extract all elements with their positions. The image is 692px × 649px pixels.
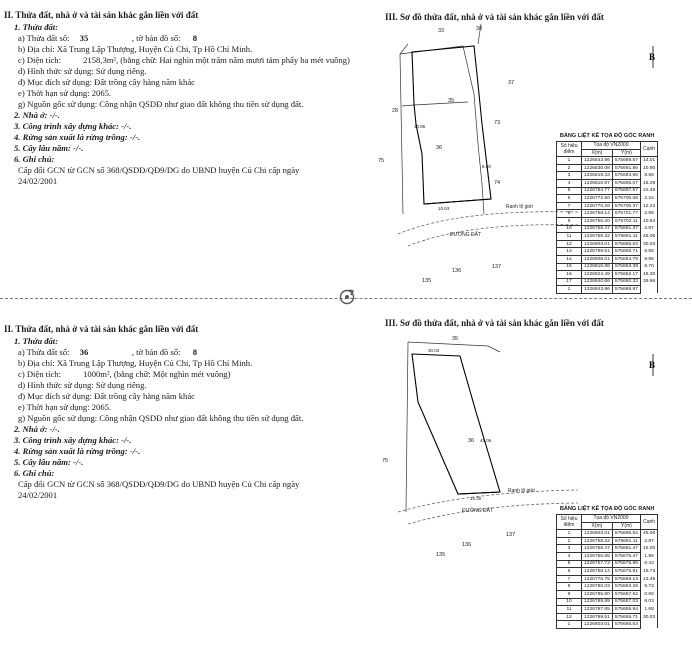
area-line [4,55,376,66]
parcel-label: 28 [392,108,399,114]
parcel-map-svg [378,24,578,294]
edge-cell: 10.90 [640,164,657,172]
table-row [557,255,658,263]
road-name: ĐƯỜNG ĐẤT [462,508,494,514]
table-row [557,164,658,172]
parcel-label-main: 36 [468,438,475,444]
neighbor-boundary [402,102,468,106]
table-row [557,598,658,606]
point-cell: 1 [557,621,582,629]
point-cell: 3 [557,545,582,553]
y-cell: 575697.57 [612,187,640,195]
edge-length: 8.58 [482,164,491,169]
point-cell: 1 [557,530,582,538]
parcel-diagram [378,24,578,294]
table-row [557,179,658,187]
col-y: Y(m) [612,149,640,157]
table-row [557,217,658,225]
point-cell: 10 [557,598,582,606]
x-cell: 1226789.89 [582,598,613,606]
usage-purpose-line: đ) Mục đích sử dụng: Đất trồng cây hàng năm khác [18,77,195,87]
parcel-36-outline [412,354,500,494]
table-body [557,530,658,629]
construction-line: 3. Công trình xây dựng khác: -/-. [14,121,132,131]
y-cell: 575669.13 [612,575,640,583]
usage-term-line: e) Thời hạn sử dụng: 2065. [18,402,112,412]
neighbor-boundary [406,342,408,512]
x-cell: 1226799.51 [582,248,613,256]
x-cell: 1226815.88 [582,263,613,271]
point-cell: 15 [557,263,582,271]
table-body [557,157,658,294]
point-cell: 6 [557,195,582,203]
plot-number-label: a) Thửa đất số: [18,33,70,43]
point-cell: 1 [557,157,582,165]
table-row [557,248,658,256]
parcel-label: 73 [494,120,501,126]
area-line [4,369,376,380]
x-cell: 1226757.73 [582,560,613,568]
certificate-page-parcel-35 [0,0,692,295]
parcel-label: 135 [422,278,432,284]
parcel-label: 37 [508,80,515,86]
diagram-title: III. Sơ đồ thửa đất, nhà ở và tài sản khác gắn liền với đất [385,12,604,22]
table-caption: BẢNG LIỆT KÊ TỌA ĐỘ GÓC RANH [559,506,655,512]
table-row [557,233,658,241]
edge-cell: 1.95 [640,552,657,560]
edge-cell: 0.60 [640,590,657,598]
y-cell: 575691.11 [612,537,640,545]
table-row [557,195,658,203]
point-cell: 4 [557,552,582,560]
y-cell: 575691.86 [612,164,640,172]
parcel-label: 74 [494,180,501,186]
edge-cell: 8.58 [640,172,657,180]
plot-number-line [4,347,376,358]
y-cell: 575655.94 [612,606,640,614]
table-row [557,530,658,538]
edge-cell: 13.46 [640,575,657,583]
col-coord: Tọa độ VN2000 [582,515,641,523]
edge-cell: 2.87 [640,537,657,545]
edge-cell: 1.68 [640,606,657,614]
table-row [557,187,658,195]
point-cell: 16 [557,271,582,279]
y-cell: 575654.79 [612,255,640,263]
col-edge: Cạnh [640,142,657,157]
neighbor-boundary [400,44,408,214]
note-text: Cấp đổi GCN từ GCN số 368/QSDĐ/QĐ9/DG do UBND huyện Củ Chi cấp ngày 24/02/2001 [18,479,300,500]
usage-purpose-line: đ) Mục đích sử dụng: Đất trồng cây hàng năm khác [18,391,195,401]
y-cell: 575691.47 [612,225,640,233]
edge-cell: 30.03 [640,240,657,248]
point-cell: 12 [557,613,582,621]
table-row [557,575,658,583]
origin-line: g) Nguồn gốc sử dụng: Công nhận QSDĐ như giao đất không thu tiền sử dụng đất. [18,99,304,109]
x-cell: 1226772.50 [582,195,613,203]
x-cell: 1226755.47 [582,225,613,233]
y-cell: 575653.39 [612,263,640,271]
x-cell: 1226803.01 [582,240,613,248]
plot-number-value: 35 [79,33,89,43]
point-cell: 12 [557,240,582,248]
y-cell: 575701.77 [612,210,640,218]
table-row [557,583,658,591]
y-cell: 575693.66 [612,172,640,180]
y-cell: 575657.03 [612,598,640,606]
x-cell: 1226794.77 [582,187,613,195]
parcel-diagram [378,332,578,572]
note-heading: 6. Ghi chú: [14,468,55,478]
col-x: X(m) [582,149,613,157]
edge-cell: 30.03 [640,613,657,621]
land-plot-heading: 1. Thửa đất: [14,22,59,32]
parcel-label: 36 [436,145,443,151]
y-cell: 575676.47 [612,552,640,560]
y-cell: 575691.47 [612,545,640,553]
point-cell: 11 [557,233,582,241]
area-value: 2158,3m², (bằng chữ: Hai nghìn một trăm năm mươi tám phẩy ba mét vuông) [83,55,350,65]
table-row [557,271,658,279]
parcel-label: 75 [378,158,385,164]
point-cell: 7 [557,575,582,583]
parcel-label: 33 [438,28,445,34]
x-cell: 1226785.80 [582,590,613,598]
edge-cell: 45.06 [640,530,657,538]
usage-term-line: e) Thời hạn sử dụng: 2065. [18,88,112,98]
y-cell: 575685.53 [612,530,640,538]
y-cell: 575663.26 [612,583,640,591]
road-boundary-label: Ranh lộ giới [506,204,533,210]
x-cell: 1226803.01 [582,621,613,629]
parcel-map-svg [378,332,578,572]
edge-cell: 0.43 [640,560,657,568]
table-row [557,621,658,629]
edge-cell [640,286,657,294]
perennial-line: 5. Cây lâu năm: -/-. [14,457,84,467]
col-point: Số hiệu điểm [557,142,582,157]
x-cell: 1226799.51 [582,613,613,621]
construction-line: 3. Công trình xây dựng khác: -/-. [14,435,132,445]
edge-length: 15.00 [470,496,482,501]
y-cell: 575657.62 [612,590,640,598]
y-cell: 575695.07 [612,179,640,187]
y-cell: 575702.11 [612,217,640,225]
usage-form-line: d) Hình thức sử dụng: Sử dụng riêng. [18,66,147,76]
edge-cell: 6.58 [640,248,657,256]
table-row [557,613,658,621]
point-cell: 13 [557,248,582,256]
edge-cell: 22.46 [640,187,657,195]
rotate-icon[interactable] [338,288,356,306]
note-heading: 6. Ghi chú: [14,154,55,164]
parcel-label: 137 [506,532,516,538]
north-arrow-icon [643,354,663,376]
point-cell: 14 [557,255,582,263]
edge-cell: 8.03 [640,598,657,606]
plot-number-label: a) Thửa đất số: [18,347,70,357]
north-arrow-icon [643,46,663,68]
col-x: X(m) [582,522,613,530]
table-row [557,560,658,568]
y-cell: 575652.17 [612,271,640,279]
edge-length: 45.06 [480,438,492,443]
parcel-label: 136 [462,542,472,548]
parcel-info-section [4,324,376,501]
table-row [557,286,658,294]
road-edge [408,225,578,246]
edge-length: 10.63 [438,206,450,211]
col-y: Y(m) [612,522,640,530]
y-cell: 575689.57 [612,157,640,165]
neighbor-boundary [408,342,500,352]
edge-cell: 2.24 [640,195,657,203]
table-row [557,202,658,210]
y-cell: 575685.53 [612,240,640,248]
edge-cell: 45.06 [640,233,657,241]
edge-cell: 19.73 [640,568,657,576]
y-cell: 575655.71 [612,248,640,256]
table-row [557,240,658,248]
table-row [557,606,658,614]
table-row [557,157,658,165]
edge-cell: 12.22 [640,202,657,210]
table-row [557,552,658,560]
edge-cell [640,621,657,629]
coordinate-table [556,506,658,629]
x-cell: 1226840.66 [582,278,613,286]
area-label: c) Diện tích: [18,55,61,65]
table-row [557,172,658,180]
parcel-label-main: 35 [448,98,455,104]
plot-number-value: 36 [79,347,89,357]
road-name: ĐƯỜNG ĐẤT [450,232,482,238]
x-cell: 1226810.87 [582,179,613,187]
point-cell: 17 [557,278,582,286]
y-cell: 575700.37 [612,202,640,210]
coordinate-grid [556,514,658,629]
table-row [557,590,658,598]
x-cell: 1226824.49 [582,271,613,279]
perennial-line: 5. Cây lâu năm: -/-. [14,143,84,153]
usage-form-line: d) Hình thức sử dụng: Sử dụng riêng. [18,380,147,390]
y-cell: 575700.08 [612,195,640,203]
table-row [557,210,658,218]
note-text: Cấp đổi GCN từ GCN số 368/QSDĐ/QĐ9/DG do UBND huyện Củ Chi cấp ngày 24/02/2001 [18,165,300,186]
point-cell: 5 [557,560,582,568]
edge-length: 30.03 [428,348,440,353]
x-cell: 1226755.20 [582,217,613,225]
table-caption: BẢNG LIỆT KÊ TỌA ĐỘ GÓC RANH [559,133,655,139]
y-cell: 575675.95 [612,560,640,568]
x-cell: 1226758.32 [582,233,613,241]
table-row [557,537,658,545]
x-cell: 1226755.85 [582,552,613,560]
table-row [557,545,658,553]
y-cell: 575655.71 [612,613,640,621]
x-cell: 1226843.96 [582,286,613,294]
x-cell: 1226758.14 [582,568,613,576]
section-heading: II. Thửa đất, nhà ở và tài sản khác gắn liền với đất [4,10,199,20]
table-row [557,278,658,286]
point-cell: 3 [557,172,582,180]
forest-line: 4. Rừng sản xuất là rừng trồng: -/-. [14,446,141,456]
diagram-title: III. Sơ đồ thửa đất, nhà ở và tài sản khác gắn liền với đất [385,318,604,328]
col-coord: Tọa độ VN2000 [582,142,641,150]
road-boundary-line [424,199,491,204]
x-cell: 1226755.47 [582,545,613,553]
edge-cell: 14.01 [640,157,657,165]
y-cell: 575675.81 [612,568,640,576]
land-plot-heading: 1. Thửa đất: [14,336,59,346]
y-cell: 575685.53 [612,621,640,629]
edge-cell: 10.64 [640,217,657,225]
table-row [557,568,658,576]
y-cell: 575689.97 [612,286,640,294]
col-edge: Cạnh [640,515,657,530]
x-cell: 1226770.28 [582,202,613,210]
point-cell: 2 [557,537,582,545]
x-cell: 1226843.96 [582,157,613,165]
point-cell: 8 [557,583,582,591]
x-cell: 1226819.33 [582,172,613,180]
road-boundary-line [458,492,500,494]
x-cell: 1226758.14 [582,210,613,218]
map-sheet-label: , tờ bản đồ số: [131,347,181,357]
road-boundary-label: Ranh lộ giới [508,488,535,494]
col-point: Số hiệu điểm [557,515,582,530]
edge-cell: 9.95 [640,255,657,263]
road-edge [398,212,578,234]
section-heading: II. Thửa đất, nhà ở và tài sản khác gắn liền với đất [4,324,199,334]
y-cell: 575650.33 [612,278,640,286]
x-cell: 1226806.01 [582,255,613,263]
x-cell: 1226803.01 [582,530,613,538]
point-cell: 5 [557,187,582,195]
edge-cell: 15.00 [640,545,657,553]
map-sheet-value: 8 [192,347,197,357]
x-cell: 1226780.03 [582,583,613,591]
point-cell: 8 [557,210,582,218]
x-cell: 1226776.75 [582,575,613,583]
area-label: c) Diện tích: [18,369,61,379]
area-value: 1000m², (bằng chữ: Một nghìn mét vuông) [83,369,231,379]
edge-cell: 39.96 [640,278,657,286]
x-cell: 1226830.08 [582,164,613,172]
origin-line: g) Nguồn gốc sử dụng: Công nhận QSDĐ như giao đất không thu tiền sử dụng đất. [18,413,304,423]
x-cell: 1226797.85 [582,606,613,614]
edge-cell: 2.87 [640,225,657,233]
address-line: b) Địa chỉ: Xã Trung Lập Thượng, Huyện Củ Chi, Tp Hồ Chí Minh. [18,44,253,54]
parcel-label: 38 [476,26,483,32]
address-line: b) Địa chỉ: Xã Trung Lập Thượng, Huyện Củ Chi, Tp Hồ Chí Minh. [18,358,253,368]
parcel-label: 137 [492,264,502,270]
edge-cell: 16.30 [640,271,657,279]
point-cell: 9 [557,217,582,225]
edge-cell: 8.70 [640,263,657,271]
svg-text:B: B [649,52,656,62]
parcel-info-section [4,10,376,187]
parcel-label: 75 [382,458,389,464]
coordinate-table [556,133,658,294]
point-cell: 7 [557,202,582,210]
point-cell: 10 [557,225,582,233]
point-cell: 2 [557,164,582,172]
point-cell: 9 [557,590,582,598]
forest-line: 4. Rừng sản xuất là rừng trồng: -/-. [14,132,141,142]
parcel-label: 135 [436,552,446,558]
plot-number-line [4,33,376,44]
parcel-label: 35 [452,336,459,342]
point-cell: 11 [557,606,582,614]
map-sheet-label: , tờ bản đồ số: [131,33,181,43]
edge-cell: 5.72 [640,583,657,591]
svg-text:B: B [649,360,656,370]
point-cell: 1 [557,286,582,294]
edge-cell: 16.29 [640,179,657,187]
x-cell: 1226758.32 [582,537,613,545]
y-cell: 575691.11 [612,233,640,241]
table-row [557,263,658,271]
map-sheet-value: 8 [192,33,197,43]
edge-length: 10.86 [414,124,426,129]
point-cell: 6 [557,568,582,576]
parcel-label: 136 [452,268,462,274]
house-line: 2. Nhà ở: -/-. [14,424,60,434]
house-line: 2. Nhà ở: -/-. [14,110,60,120]
edge-cell: 2.96 [640,210,657,218]
certificate-page-parcel-36 [0,318,692,649]
coordinate-grid [556,141,658,294]
table-row [557,225,658,233]
point-cell: 4 [557,179,582,187]
